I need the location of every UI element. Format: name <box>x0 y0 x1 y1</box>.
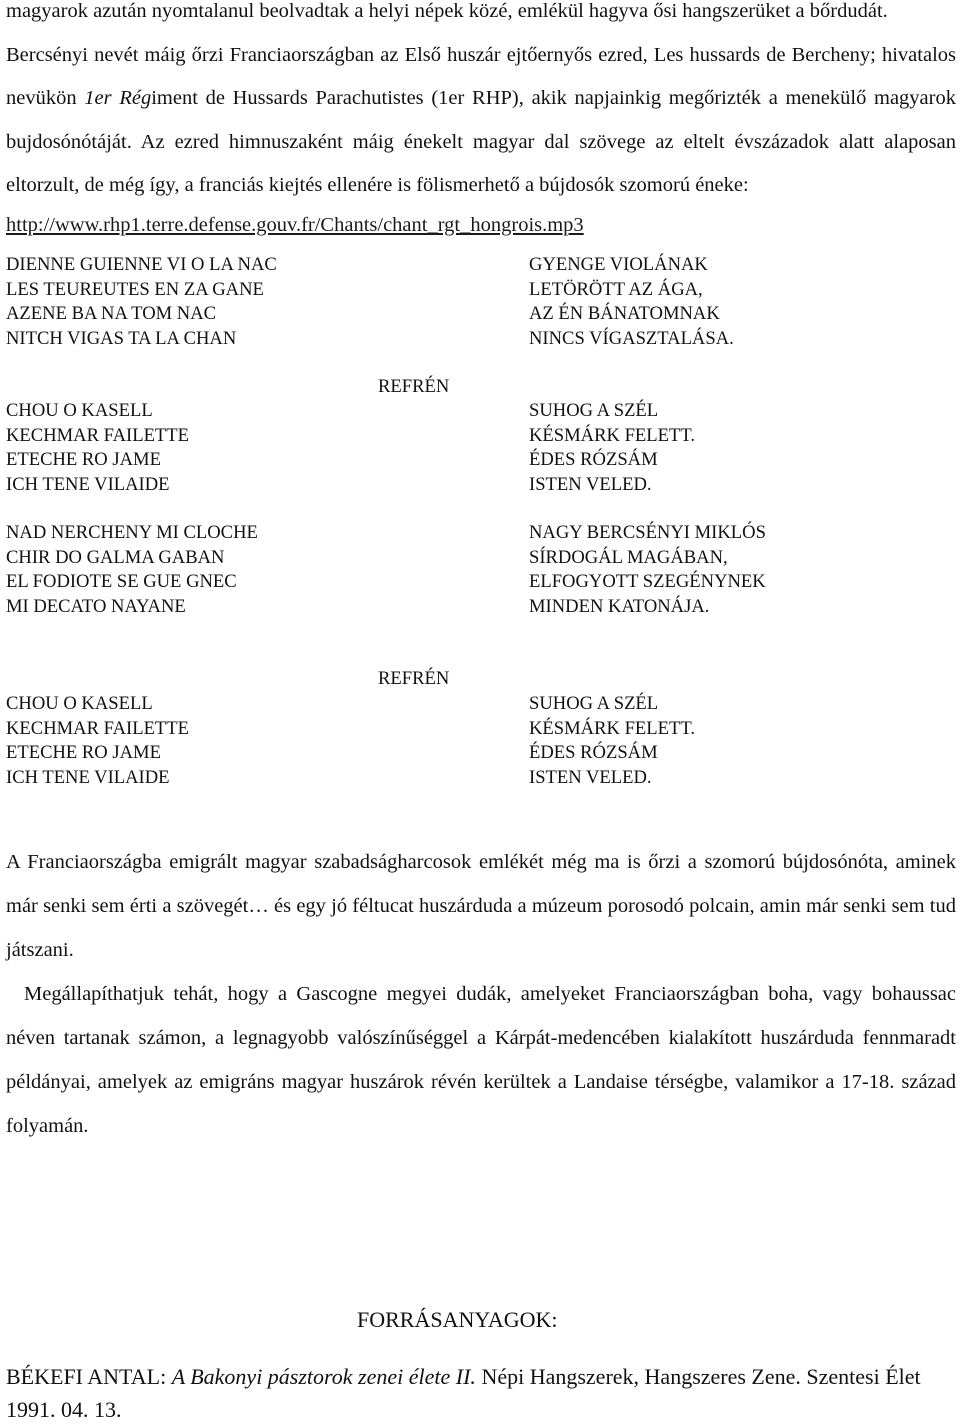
lyric-line: AZ ÉN BÁNATOMNAK <box>529 303 720 324</box>
lyric-line: KÉSMÁRK FELETT. <box>529 424 695 446</box>
lyric-line: CHIR DO GALMA GABAN <box>6 546 225 568</box>
lyric-line: SUHOG A SZÉL <box>529 693 659 714</box>
refrain-label-2: REFRÉN <box>378 668 450 689</box>
lyric-line: LETÖRÖTT AZ ÁGA, <box>529 278 703 300</box>
lyric-line: ISTEN VELED. <box>529 473 652 495</box>
lyric-line: MI DECATO NAYANE <box>6 595 186 617</box>
document-page <box>6 0 956 1148</box>
bercsenyi-paragraph <box>6 34 956 208</box>
source-title: A Bakonyi pásztorok zenei élete II. <box>171 1364 476 1389</box>
emigrants-paragraph: A Franciaországba emigrált magyar szabadságharcosok emlékét még ma is őrzi a szomorú bújdosónóta, aminek már senki sem érti a szövegét… és egy jó féltucat huszárduda a múzeum porosodó polcain, amin már senki sem tud játszani. <box>6 851 956 961</box>
right-verse-2 <box>529 521 766 619</box>
lyric-line: NINCS VÍGASZTALÁSA. <box>529 327 734 349</box>
italic-regiment: 1er Rég <box>84 87 152 109</box>
left-verse-2 <box>6 521 258 619</box>
link-line <box>6 204 956 248</box>
lyric-line: KÉSMÁRK FELETT. <box>529 717 695 739</box>
lyric-line: DIENNE GUIENNE VI O LA NAC <box>6 254 277 275</box>
lyric-line: ICH TENE VILAIDE <box>6 473 170 495</box>
sources-heading: FORRÁSANYAGOK: <box>357 1307 558 1332</box>
lyric-line: ETECHE RO JAME <box>6 742 161 763</box>
source-details: Népi Hangszerek, Hangszeres Zene. Szentesi Élet 1991. 04. 13. <box>6 1364 921 1422</box>
intro-text: magyarok azután nyomtalanul beolvadtak a helyi népek közé, emlékül hagyva ősi hangszerüket a bőrdudát. <box>6 0 888 22</box>
lyric-line: ELFOGYOTT SZEGÉNYNEK <box>529 571 766 592</box>
lyric-line: EL FODIOTE SE GUE GNEC <box>6 571 237 592</box>
left-refrain-2 <box>6 692 189 790</box>
lyric-line: LES TEUREUTES EN ZA GANE <box>6 278 264 300</box>
lyric-line: NAGY BERCSÉNYI MIKLÓS <box>529 522 766 543</box>
song-audio-link[interactable]: http://www.rhp1.terre.defense.gouv.fr/Chants/chant_rgt_hongrois.mp3 <box>6 213 584 236</box>
song-lyrics <box>6 253 956 823</box>
lyric-line: ISTEN VELED. <box>529 766 652 788</box>
right-refrain-1 <box>529 399 695 497</box>
lyric-line: GYENGE VIOLÁNAK <box>529 254 708 275</box>
paragraph-text-start: Bercsényi nevét máig őrzi Franciaországban az Első huszár ejtőernyős ezred, Les hussards de Bercheny; hivatalos nevükön <box>6 43 956 109</box>
lyric-line: AZENE BA NA TOM NAC <box>6 303 217 324</box>
conclusion-paragraph: Megállapíthatjuk tehát, hogy a Gascogne megyei dudák, amelyeket Franciaországban boha, vagy bohaussac néven tartanak számon, a legnagyobb valószínűséggel a Kárpát-medencében kialakított huszárduda fennmaradt példányai, amelyek az emigráns magyar huszárok révén kerültek a Landaise térségbe, valamikor a 17-18. század folyamán. <box>6 983 956 1137</box>
left-verse-1 <box>6 253 277 351</box>
refrain-label-1: REFRÉN <box>378 376 450 397</box>
left-refrain-1 <box>6 399 189 497</box>
lyric-line: ICH TENE VILAIDE <box>6 766 170 788</box>
lyric-line: NAD NERCHENY MI CLOCHE <box>6 522 258 543</box>
lyric-line: ÉDES RÓZSÁM <box>529 449 658 470</box>
lyric-line: CHOU O KASELL <box>6 400 153 421</box>
source-reference <box>6 1360 956 1426</box>
lyric-line: KECHMAR FAILETTE <box>6 717 189 739</box>
lyric-line: KECHMAR FAILETTE <box>6 424 189 446</box>
lyric-line: ÉDES RÓZSÁM <box>529 742 658 763</box>
lyric-line: MINDEN KATONÁJA. <box>529 595 710 617</box>
source-author: BÉKEFI ANTAL: <box>6 1364 172 1389</box>
lyric-line: ETECHE RO JAME <box>6 449 161 470</box>
lyric-line: SÍRDOGÁL MAGÁBAN, <box>529 546 728 568</box>
lyric-line: NITCH VIGAS TA LA CHAN <box>6 327 237 349</box>
paragraph-text-end: iment de Hussards Parachutistes (1er RHP), akik napjainkig megőrizték a menekülő magyarok bujdosónótáját. Az ezred himnuszaként máig énekelt magyar dal szövege az eltelt évszázadok alatt alaposan eltorzult, de még így, a franciás kiejtés ellenére is fölismerhető a bújdosók szomorú éneke: <box>6 87 956 196</box>
right-verse-1 <box>529 253 734 351</box>
intro-paragraph <box>6 0 956 34</box>
right-refrain-2 <box>529 692 695 790</box>
lyric-line: SUHOG A SZÉL <box>529 400 659 421</box>
lyric-line: CHOU O KASELL <box>6 693 153 714</box>
